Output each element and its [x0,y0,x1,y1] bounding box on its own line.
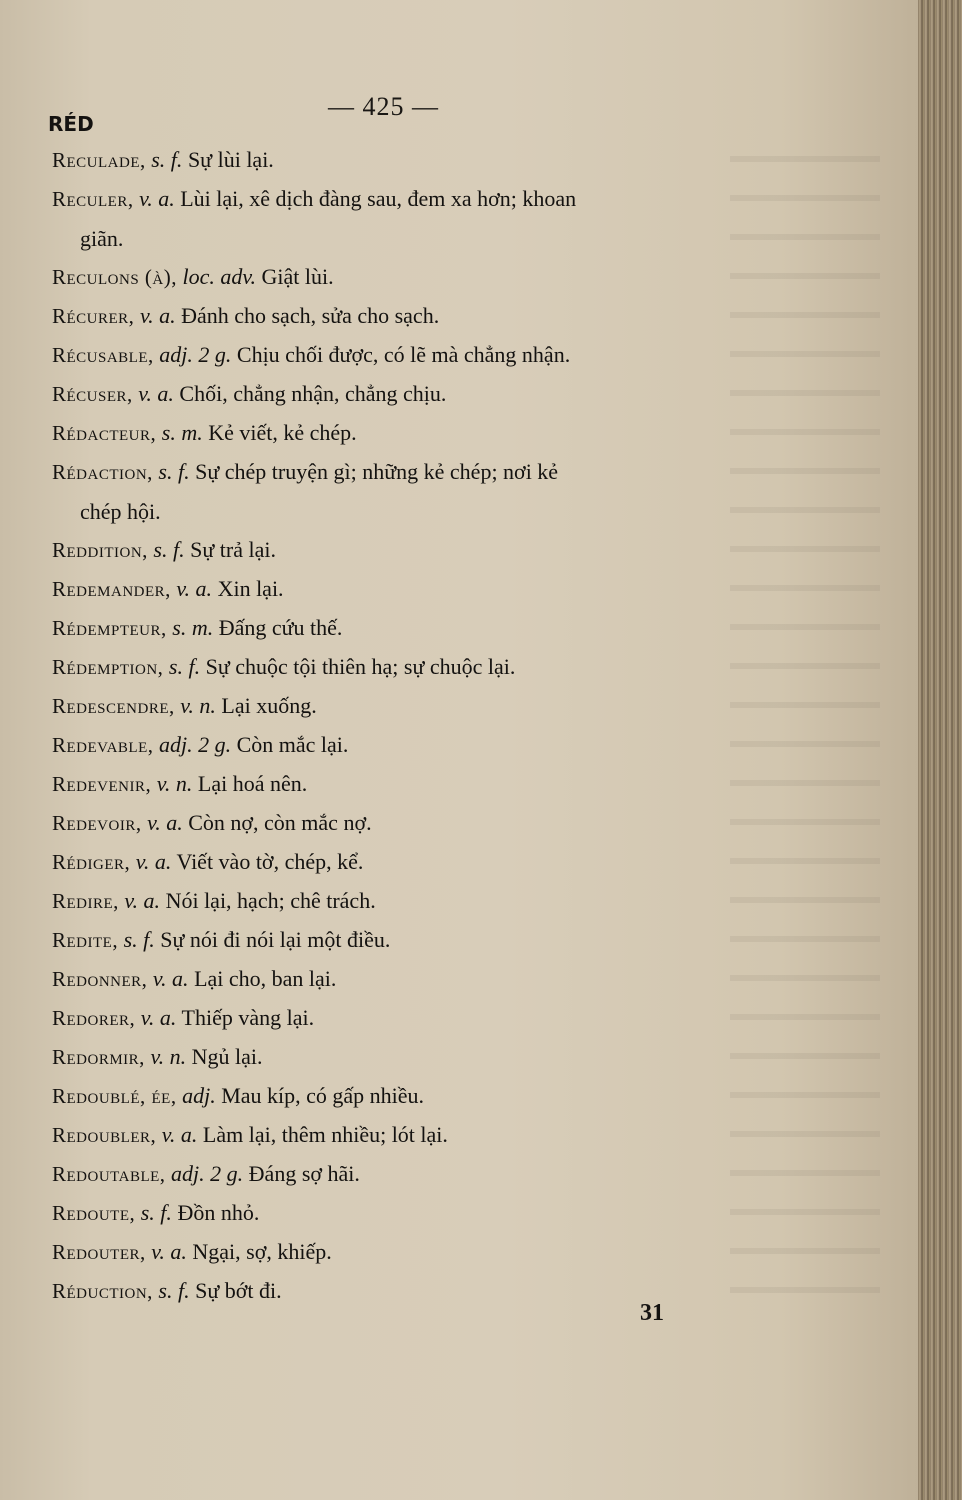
dictionary-entry [52,1037,772,1076]
grammar-label: adj. 2 g. [171,1161,244,1186]
grammar-label: v. a. [176,576,213,601]
definition: Ngủ lại. [191,1044,263,1069]
grammar-label: adj. [182,1083,216,1108]
running-head: RÉD [48,112,94,136]
definition: Đồn nhỏ. [177,1200,260,1225]
definition: Lại hoá nên. [197,771,308,796]
headword: Redite, [52,928,119,952]
dictionary-entry [52,608,772,647]
definition: Sự nói đi nói lại một điều. [160,927,391,952]
headword: Redonner, [52,967,148,991]
dictionary-entry [52,1115,772,1154]
definition: Làm lại, thêm nhiều; lót lại. [202,1122,448,1147]
dictionary-entry [52,1232,772,1271]
dictionary-entry [52,1154,772,1193]
definition: Đấng cứu thế. [218,615,343,640]
grammar-label: s. f. [123,927,155,952]
headword: Redevable, [52,733,154,757]
headword: Réduction, [52,1279,153,1303]
dictionary-entry [52,647,772,686]
dictionary-entry [52,842,772,881]
book-page-edges [918,0,962,1500]
dictionary-entry [52,413,772,452]
headword: Redormir, [52,1045,145,1069]
headword: Redire, [52,889,119,913]
dictionary-entry [52,1193,772,1232]
headword: Redescendre, [52,694,175,718]
dictionary-entries [52,140,772,1310]
dictionary-entry [52,959,772,998]
definition: Kẻ viết, kẻ chép. [208,420,357,445]
grammar-label: v. a. [147,810,183,835]
definition: Mau kíp, có gấp nhiều. [221,1083,425,1108]
definition: Còn nợ, còn mắc nợ. [188,810,372,835]
grammar-label: v. a. [124,888,161,913]
dictionary-entry [52,179,772,257]
grammar-label: v. a. [135,849,172,874]
headword: Récuser, [52,382,133,406]
grammar-label: s. m. [172,615,214,640]
definition: Ngại, sợ, khiếp. [192,1239,332,1264]
grammar-label: s. f. [158,1278,190,1303]
grammar-label: s. f. [158,459,190,484]
headword: Rédacteur, [52,421,157,445]
grammar-label: s. f. [168,654,201,679]
headword: Redoutable, [52,1162,166,1186]
definition: Lại xuống. [221,693,317,718]
grammar-label: adj. 2 g. [159,342,232,367]
grammar-label: s. f. [153,537,185,562]
grammar-label: loc. adv. [182,264,257,289]
grammar-label: v. a. [139,186,175,211]
dictionary-entry [52,530,772,569]
definition: Sự chuộc tội thiên hạ; sự chuộc lại. [205,654,516,679]
grammar-label: adj. 2 g. [158,732,232,757]
headword: Redevenir, [52,772,152,796]
definition-continuation: chép hội. [80,499,161,524]
grammar-label: v. a. [138,381,174,406]
headword: Redoute, [52,1201,136,1225]
definition: Sự chép truyện gì; những kẻ chép; nơi kẻ [195,459,559,484]
grammar-label: v. n. [180,693,216,718]
dictionary-entry [52,452,772,530]
dictionary-entry [52,1076,772,1115]
definition: Xin lại. [217,576,284,601]
dictionary-entry [52,686,772,725]
grammar-label: s. f. [140,1200,172,1225]
headword: Redouter, [52,1240,146,1264]
grammar-label: v. a. [140,1005,177,1030]
page-number: — 425 — [328,92,439,121]
dictionary-entry [52,257,772,296]
dictionary-entry [52,764,772,803]
definition: Sự bớt đi. [195,1278,282,1303]
definition-continuation: giãn. [80,226,124,251]
dictionary-entry [52,1271,772,1310]
dictionary-entry [52,881,772,920]
headword: Redorer, [52,1006,136,1030]
grammar-label: v. a. [161,1122,198,1147]
signature-number: 31 [640,1300,664,1326]
definition: Sự lùi lại. [187,147,274,172]
definition: Giật lùi. [261,264,334,289]
dictionary-entry [52,569,772,608]
headword: Reculons (à), [52,265,177,289]
dictionary-entry [52,296,772,335]
grammar-label: v. a. [139,303,176,328]
dictionary-entry [52,725,772,764]
headword: Rédemption, [52,655,164,679]
definition: Thiếp vàng lại. [181,1005,315,1030]
headword: Rédiger, [52,850,131,874]
definition: Còn mắc lại. [236,732,349,757]
headword: Reculade, [52,148,146,172]
definition: Đánh cho sạch, sửa cho sạch. [181,303,440,328]
dictionary-entry [52,140,772,179]
definition: Nói lại, hạch; chê trách. [165,888,376,913]
dictionary-entry [52,998,772,1037]
headword: Reculer, [52,187,134,211]
headword: Récurer, [52,304,135,328]
definition: Đáng sợ hãi. [248,1161,360,1186]
grammar-label: v. n. [156,771,193,796]
grammar-label: s. m. [161,420,203,445]
definition: Lại cho, ban lại. [194,966,337,991]
headword: Redoubler, [52,1123,157,1147]
definition: Lùi lại, xê dịch đàng sau, đem xa hơn; khoan [180,186,577,211]
headword: Rédempteur, [52,616,167,640]
headword: Reddition, [52,538,148,562]
definition: Chối, chẳng nhận, chẳng chịu. [179,381,447,406]
definition: Viết vào tờ, chép, kể. [176,849,364,874]
headword: Rédaction, [52,460,153,484]
definition: Sự trả lại. [190,537,276,562]
grammar-label: s. f. [151,147,183,172]
headword: Récusable, [52,343,154,367]
dictionary-entry [52,335,772,374]
headword: Redevoir, [52,811,142,835]
headword: Redoublé, ée, [52,1084,177,1108]
dictionary-entry [52,803,772,842]
definition: Chịu chối được, có lẽ mà chẳng nhận. [236,342,571,367]
dictionary-entry [52,920,772,959]
grammar-label: v. a. [152,966,189,991]
grammar-label: v. n. [150,1044,187,1069]
dictionary-entry [52,374,772,413]
grammar-label: v. a. [151,1239,187,1264]
headword: Redemander, [52,577,171,601]
